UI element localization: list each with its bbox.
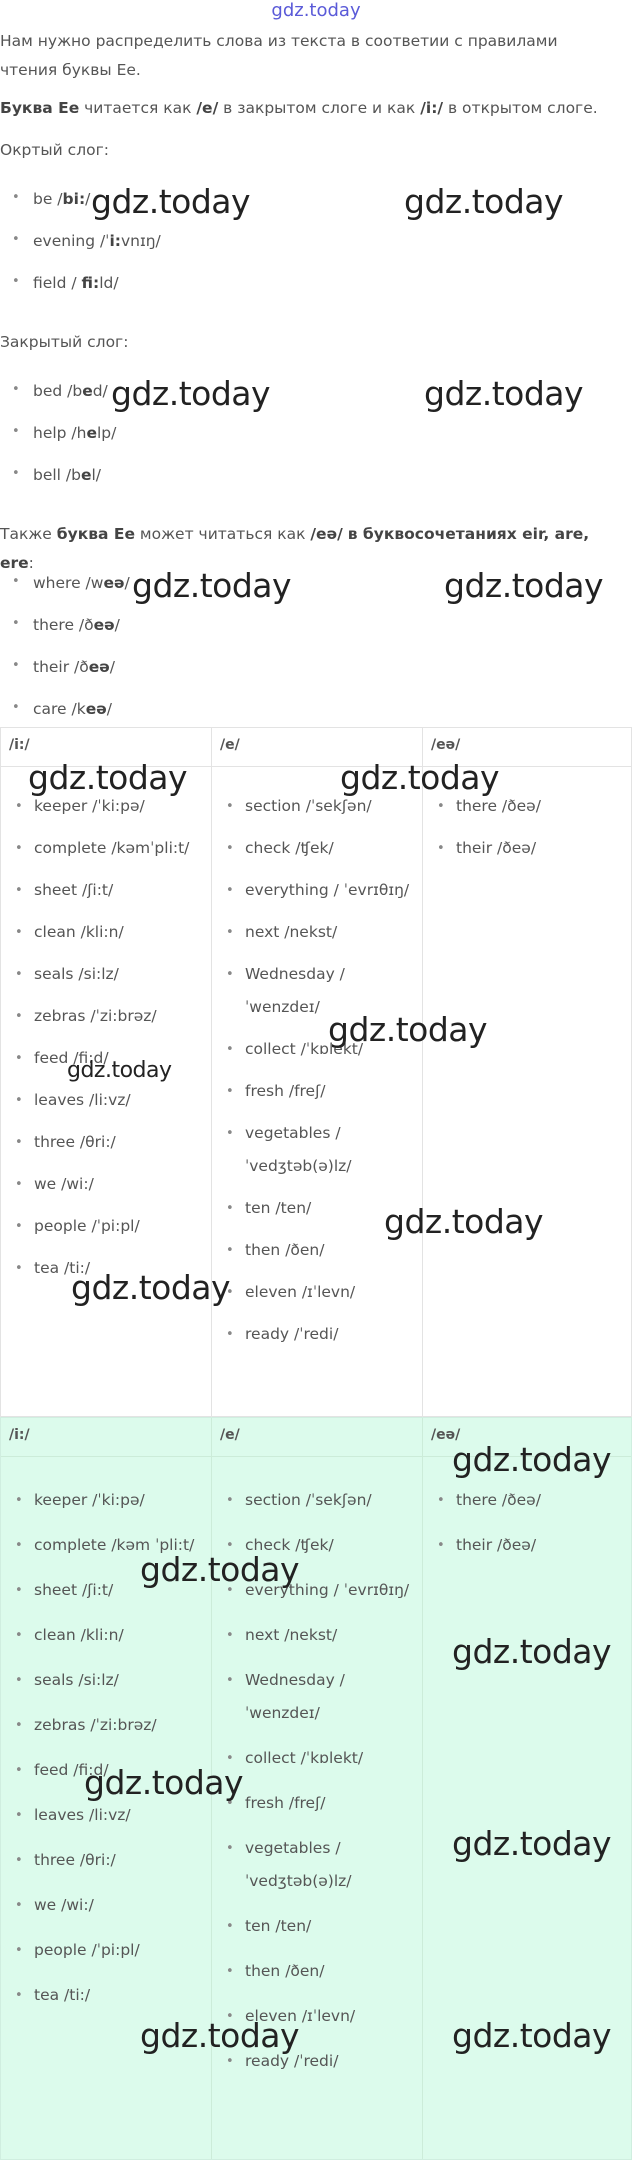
watermark: gdz.today xyxy=(452,1824,612,1863)
watermark: gdz.today xyxy=(328,1010,488,1049)
transcription-highlight: fi: xyxy=(81,274,100,292)
table-cell-item: • ready /ˈredi/ xyxy=(212,1318,422,1351)
table-cell-item: • zebras /ˈzi:brəz/ xyxy=(1,1000,211,1033)
list-item xyxy=(0,274,161,316)
list-item xyxy=(0,616,130,658)
answer-column-i xyxy=(1,1418,212,2159)
answer-column-i-list xyxy=(1,1484,211,2024)
transcription-highlight: eə xyxy=(85,700,107,718)
table-cell-item: • check /ʧek/ xyxy=(212,832,422,865)
watermark: gdz.today xyxy=(452,1632,612,1671)
table-cell-item: • complete /kəmˈpli:t/ xyxy=(1,832,211,865)
table-cell-item: • vegetables / ˈvedʒtəb(ə)lz/ xyxy=(212,1832,422,1898)
list-item xyxy=(0,466,116,508)
sound-table-answer xyxy=(0,1417,632,2160)
transcription-highlight: bi: xyxy=(62,190,86,208)
table-cell-item: • clean /kli:n/ xyxy=(1,1619,211,1652)
column-header-e: /e/ xyxy=(220,737,240,753)
table-cell-item: • then /ðen/ xyxy=(212,1955,422,1988)
table-cell-item: • people /ˈpi:pl/ xyxy=(1,1210,211,1243)
table-cell-item: • collect /ˈkɒlekt/ xyxy=(212,1033,422,1066)
table-cell-item: • we /wi:/ xyxy=(1,1889,211,1922)
table-cell-item: • feed /fi:d/ xyxy=(1,1754,211,1787)
column-i xyxy=(1,728,212,1416)
watermark: gdz.today xyxy=(140,2016,300,2055)
table-cell-item: • there /ðeə/ xyxy=(423,790,631,823)
transcription-tail: d/ xyxy=(92,382,108,400)
table-cell-item: • eleven /ɪˈlevn/ xyxy=(212,1276,422,1309)
transcription-tail: / xyxy=(114,616,120,634)
rule-text-2: читается как xyxy=(79,99,197,117)
column-header-i: /i:/ xyxy=(9,737,30,753)
transcription-tail: / xyxy=(124,574,130,592)
rule-bold-5: /i:/ xyxy=(420,99,444,117)
transcription-highlight: i: xyxy=(109,232,121,250)
transcription-highlight: eə xyxy=(88,658,110,676)
word: their /ð xyxy=(33,658,89,676)
sound-table xyxy=(0,727,632,1417)
answer-column-ea-list xyxy=(423,1484,631,1574)
word: be / xyxy=(33,190,63,208)
table-cell-item: • sheet /ʃi:t/ xyxy=(1,1574,211,1607)
table-cell-item: • ten /ten/ xyxy=(212,1910,422,1943)
watermark: gdz.today xyxy=(140,1550,300,1589)
word: evening /ˈ xyxy=(33,232,110,250)
table-cell-item: • zebras /ˈzi:brəz/ xyxy=(1,1709,211,1742)
watermark: gdz.today xyxy=(452,1440,612,1479)
word: bell /b xyxy=(33,466,81,484)
watermark: gdz.today xyxy=(67,1058,172,1083)
word: care /k xyxy=(33,700,86,718)
table-cell-item: • collect /ˈkɒlekt/ xyxy=(212,1742,422,1775)
answer-header-ea: /eə/ xyxy=(431,1427,461,1443)
table-cell-item: • keeper /ˈki:pə/ xyxy=(1,1484,211,1517)
watermark: gdz.today xyxy=(452,2016,612,2055)
closed-syllable-list xyxy=(0,382,116,508)
watermark: gdz.today xyxy=(444,566,604,605)
column-e-list xyxy=(212,790,422,1360)
table-cell-item: • tea /ti:/ xyxy=(1,1252,211,1285)
table-cell-item: • fresh /freʃ/ xyxy=(212,1075,422,1108)
column-header-ea: /eə/ xyxy=(431,737,461,753)
table-cell-item: • fresh /freʃ/ xyxy=(212,1787,422,1820)
table-cell-item: • people /ˈpi:pl/ xyxy=(1,1934,211,1967)
transcription-highlight: e xyxy=(82,382,93,400)
column-i-list xyxy=(1,790,211,1294)
also-bold-2: буква Ее xyxy=(56,525,135,543)
table-cell-item: • sheet /ʃi:t/ xyxy=(1,874,211,907)
word: field / xyxy=(33,274,82,292)
table-cell-item: • eleven /ɪˈlevn/ xyxy=(212,2000,422,2033)
table-cell-item: • check /ʧek/ xyxy=(212,1529,422,1562)
transcription-tail: l/ xyxy=(91,466,102,484)
transcription-tail: / xyxy=(85,190,91,208)
table-cell-item: • seals /si:lz/ xyxy=(1,958,211,991)
table-cell-item: • their /ðeə/ xyxy=(423,832,631,865)
column-e xyxy=(212,728,423,1416)
table-cell-item: • keeper /ˈki:pə/ xyxy=(1,790,211,823)
answer-column-e-list xyxy=(212,1484,422,2090)
site-title[interactable]: gdz.today xyxy=(271,0,361,21)
word: bed /b xyxy=(33,382,83,400)
table-cell-item: • vegetables / ˈvedʒtəb(ə)lz/ xyxy=(212,1117,422,1183)
also-text-7: : xyxy=(28,554,34,572)
closed-syllable-heading: Закрытый слог: xyxy=(0,333,129,351)
intro-text: Нам нужно распределить слова из текста в соответии с правилами чтения буквы Ее. xyxy=(0,32,558,79)
rule-bold-3: /е/ xyxy=(196,99,219,117)
rule-bold-1: Буква Ее xyxy=(0,99,80,117)
table-cell-item: • clean /kli:n/ xyxy=(1,916,211,949)
watermark: gdz.today xyxy=(424,374,584,413)
list-item xyxy=(0,424,116,466)
column-ea xyxy=(423,728,631,1416)
list-item xyxy=(0,190,161,232)
transcription-highlight: e xyxy=(86,424,97,442)
list-item xyxy=(0,382,116,424)
word: where /w xyxy=(33,574,104,592)
rule-text-4: в закрытом слоге и как xyxy=(218,99,421,117)
also-text-3: может читаться как xyxy=(134,525,311,543)
list-item xyxy=(0,658,130,700)
transcription-tail: / xyxy=(109,658,116,676)
watermark: gdz.today xyxy=(384,1202,544,1241)
also-bold-4: /eə/ xyxy=(310,525,343,543)
table-cell-item: • everything / ˈevrɪθɪŋ/ xyxy=(212,1574,422,1607)
transcription-highlight: e xyxy=(80,466,92,484)
watermark: gdz.today xyxy=(28,758,188,797)
transcription-highlight: eə xyxy=(103,574,125,592)
answer-header-i: /i:/ xyxy=(9,1427,30,1443)
transcription-tail: ld/ xyxy=(99,274,119,292)
word: there /ð xyxy=(33,616,94,634)
watermark: gdz.today xyxy=(84,1763,244,1802)
watermark: gdz.today xyxy=(340,758,500,797)
table-cell-item: • Wednesday / ˈwenzdeɪ/ xyxy=(212,1664,422,1730)
table-cell-item: • everything / ˈevrɪθɪŋ/ xyxy=(212,874,422,907)
table-cell-item: • next /nekst/ xyxy=(212,1619,422,1652)
also-text-1: Также xyxy=(0,525,57,543)
open-syllable-heading: Окртый слог: xyxy=(0,141,109,159)
rule-text xyxy=(0,94,600,123)
table-cell-item: • feed /fi:d/ xyxy=(1,1042,211,1075)
table-cell-item: • then /ðen/ xyxy=(212,1234,422,1267)
word: help /h xyxy=(33,424,87,442)
table-cell-item: • next /nekst/ xyxy=(212,916,422,949)
open-syllable-list xyxy=(0,190,161,316)
table-cell-item: • seals /si:lz/ xyxy=(1,1664,211,1697)
table-cell-item: • leaves /li:vz/ xyxy=(1,1799,211,1832)
list-item xyxy=(0,574,130,616)
table-cell-item: • their /ðeə/ xyxy=(423,1529,631,1562)
also-bold-6: в буквосочетаниях eir, are, ere xyxy=(0,525,590,572)
transcription-tail: vnɪŋ/ xyxy=(120,232,161,250)
table-cell-item: • three /θri:/ xyxy=(1,1844,211,1877)
table-cell-item: • tea /ti:/ xyxy=(1,1979,211,2012)
watermark: gdz.today xyxy=(91,182,251,221)
table-cell-item: • Wednesday / ˈwenzdeɪ/ xyxy=(212,958,422,1024)
watermark: gdz.today xyxy=(71,1268,231,1307)
table-cell-item: • section /ˈsekʃən/ xyxy=(212,790,422,823)
table-cell-item: • we /wi:/ xyxy=(1,1168,211,1201)
list-item xyxy=(0,232,161,274)
table-cell-item: • complete /kəm ˈpli:t/ xyxy=(1,1529,211,1562)
watermark: gdz.today xyxy=(404,182,564,221)
transcription-highlight: eə xyxy=(93,616,115,634)
also-text xyxy=(0,520,600,578)
watermark: gdz.today xyxy=(132,566,292,605)
transcription-tail: / xyxy=(106,700,112,718)
ere-letter-combination-list xyxy=(0,574,130,742)
transcription-tail: lp/ xyxy=(97,424,117,442)
answer-column-ea xyxy=(423,1418,631,2159)
table-cell-item: • ten /ten/ xyxy=(212,1192,422,1225)
table-cell-item: • there /ðeə/ xyxy=(423,1484,631,1517)
answer-header-e: /e/ xyxy=(220,1427,240,1443)
column-ea-list xyxy=(423,790,631,874)
watermark: gdz.today xyxy=(111,374,271,413)
table-cell-item: • section /ˈsekʃən/ xyxy=(212,1484,422,1517)
answer-column-e xyxy=(212,1418,423,2159)
rule-text-6: в открытом слоге. xyxy=(443,99,598,117)
table-cell-item: • ready /ˈredi/ xyxy=(212,2045,422,2078)
table-cell-item: • three /θri:/ xyxy=(1,1126,211,1159)
table-cell-item: • leaves /li:vz/ xyxy=(1,1084,211,1117)
